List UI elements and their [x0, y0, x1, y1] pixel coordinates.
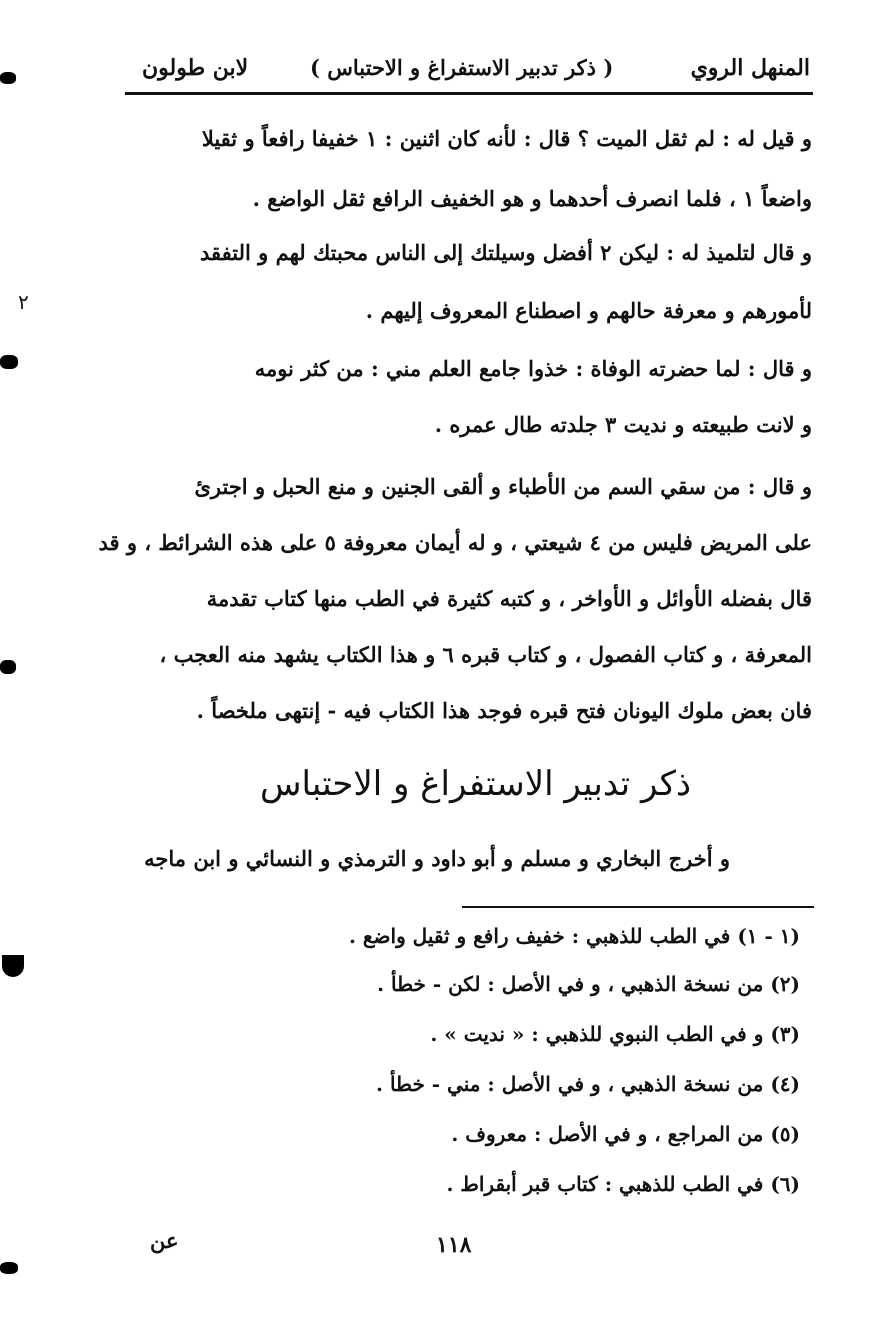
body-line: على المريض فليس من ٤ شيعتي ، و له أيمان معروفة ٥ على هذه الشرائط ، و قد — [98, 530, 812, 555]
margin-mark — [0, 660, 16, 674]
section-first-line: و أخرج البخاري و مسلم و أبو داود و الترمذي و النسائي و ابن ماجه — [144, 846, 730, 871]
footnote: (٢) من نسخة الذهبي ، و في الأصل : لكن - خطأ . — [377, 972, 800, 996]
footnote-rule — [462, 906, 814, 908]
section-heading: ذكر تدبير الاستفراغ و الاحتباس — [260, 764, 692, 804]
margin-mark — [0, 1262, 18, 1274]
body-line: واضعاً ١ ، فلما انصرف أحدهما و هو الخفيف الرافع ثقل الواضع . — [252, 186, 812, 211]
body-line: قال بفضله الأوائل و الأواخر ، و كتبه كثيرة في الطب منها كتاب تقدمة — [206, 586, 812, 611]
body-line: و لانت طبيعته و نديت ٣ جلدته طال عمره . — [434, 412, 812, 437]
running-head-author: لابن طولون — [142, 55, 249, 81]
margin-number: ٢ — [18, 290, 29, 314]
header-rule — [125, 92, 813, 95]
body-line: فان بعض ملوك اليونان فتح قبره فوجد هذا الكتاب فيه - إنتهى ملخصاً . — [196, 698, 812, 723]
body-line: و قال لتلميذ له : ليكن ٢ أفضل وسيلتك إلى الناس محبتك لهم و التفقد — [200, 240, 812, 265]
footnote: (٣) و في الطب النبوي للذهبي : « نديت » . — [430, 1022, 800, 1046]
body-line: لأمورهم و معرفة حالهم و اصطناع المعروف إليهم . — [365, 298, 812, 323]
footnote: (٦) في الطب للذهبي : كتاب قبر أبقراط . — [446, 1172, 800, 1196]
catchword: عن — [150, 1228, 179, 1253]
margin-mark — [0, 355, 18, 369]
margin-mark — [0, 72, 16, 84]
body-line: المعرفة ، و كتاب الفصول ، و كتاب قبره ٦ و هذا الكتاب يشهد منه العجب ، — [159, 642, 812, 667]
margin-mark — [2, 955, 24, 977]
body-line: و قيل له : لم ثقل الميت ؟ قال : لأنه كان اثنين : ١ خفيفا رافعاً و ثقيلا — [201, 126, 812, 151]
footnote: (٥) من المراجع ، و في الأصل : معروف . — [451, 1122, 800, 1146]
footnote: (١ - ١) في الطب للذهبي : خفيف رافع و ثقيل واضع . — [348, 924, 800, 948]
running-head-chapter-title: ( ذكر تدبير الاستفراغ و الاحتباس ) — [310, 55, 614, 80]
body-line: و قال : لما حضرته الوفاة : خذوا جامع العلم مني : من كثر نومه — [254, 356, 812, 381]
footnote: (٤) من نسخة الذهبي ، و في الأصل : مني - خطأ . — [376, 1072, 800, 1096]
running-head-book-title: المنهل الروي — [690, 55, 810, 81]
page-number: ١١٨ — [436, 1232, 472, 1258]
body-line: و قال : من سقي السم من الأطباء و ألقى الجنين و منع الحبل و اجترئ — [194, 474, 812, 499]
